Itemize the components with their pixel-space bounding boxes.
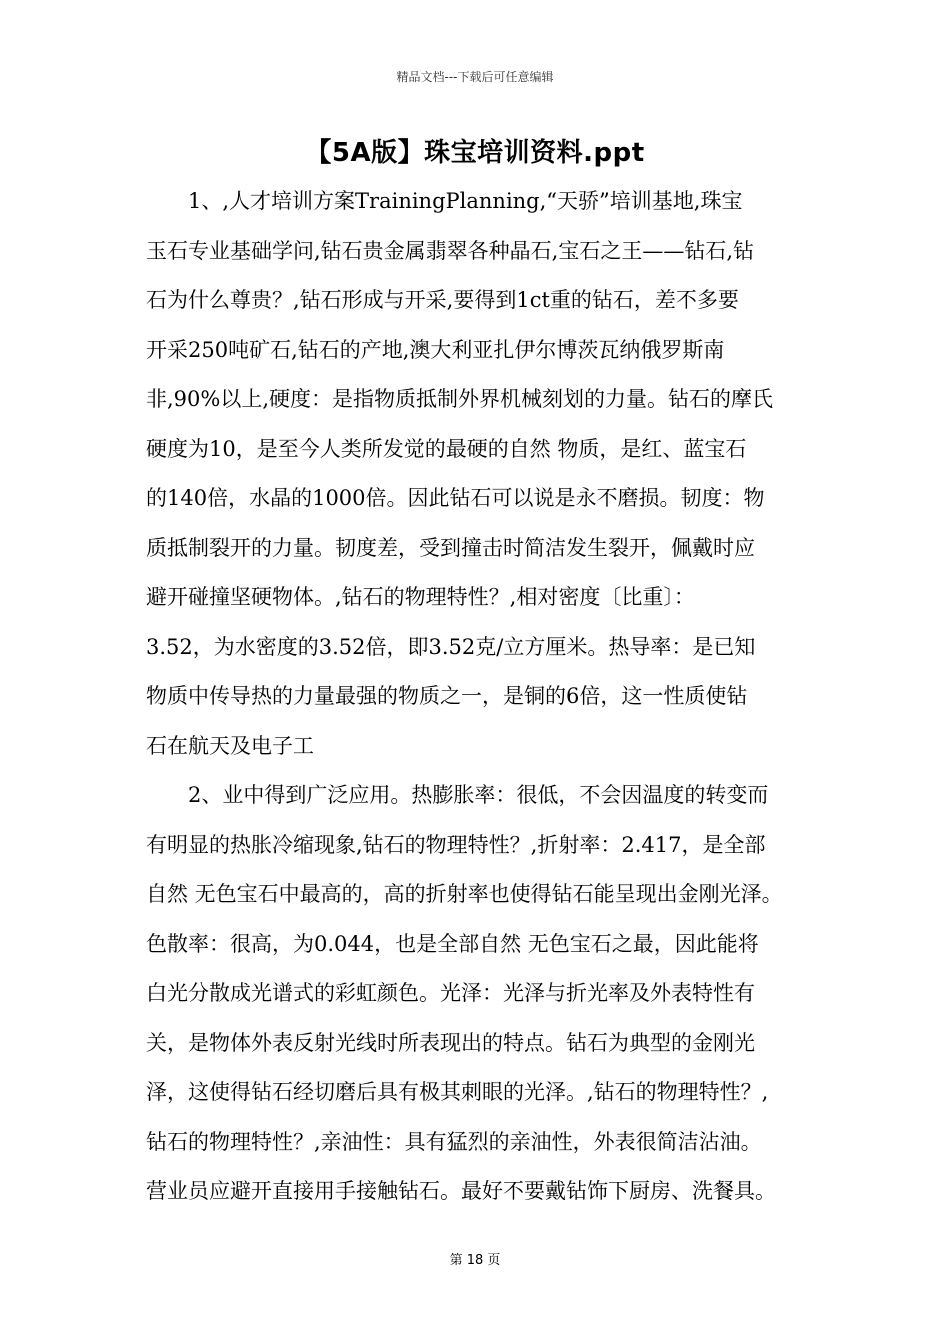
text-line: 开采250吨矿石,钻石的产地,澳大利亚扎伊尔博茨瓦纳俄罗斯南: [146, 337, 725, 362]
text-line: 玉石专业基础学问,钻石贵金属翡翠各种晶石,宝石之王——钻石,钻: [146, 238, 755, 263]
text-line: 1、,人才培训方案TrainingPlanning,“天骄”培训基地,珠宝: [188, 189, 743, 213]
text-line: 关，是物体外表反射光线时所表现出的特点。钻石为典型的金刚光: [146, 1030, 755, 1055]
text-line: 泽，这使得钻石经切磨后具有极其刺眼的光泽。,钻石的物理特性？,: [146, 1080, 769, 1104]
text-line: 石为什么尊贵？,钻石形成与开采,要得到1ct重的钻石，差不多要: [146, 288, 739, 312]
text-line: 避开碰撞坚硬物体。,钻石的物理特性？,相对密度〔比重〕：: [146, 585, 695, 609]
text-line: 钻石的物理特性？,亲油性：具有猛烈的亲油性，外表很简洁沾油。: [146, 1129, 762, 1154]
text-line: 3.52，为水密度的3.52倍，即3.52克/立方厘米。热导率：是已知: [146, 634, 756, 659]
paragraph-1: [146, 177, 818, 771]
page-number: 第 18 页: [449, 1253, 501, 1268]
document-body: [146, 177, 818, 1217]
text-line: 色散率：很高，为0.044，也是全部自然 无色宝石之最，因此能将: [146, 931, 759, 956]
paragraph-2: [146, 771, 818, 1217]
text-line: 白光分散成光谱式的彩虹颜色。光泽：光泽与折光率及外表特性有: [146, 981, 755, 1005]
text-line: 质抵制裂开的力量。韧度差，受到撞击时简洁发生裂开，佩戴时应: [146, 535, 755, 560]
text-line: 石在航天及电子工: [146, 733, 314, 758]
text-line: 物质中传导热的力量最强的物质之一，是铜的6倍，这一性质使钻: [146, 684, 748, 708]
text-line: 2、业中得到广泛应用。热膨胀率：很低，不会因温度的转变而: [188, 783, 769, 807]
text-line: 的140倍，水晶的1000倍。因此钻石可以说是永不磨损。韧度：物: [146, 486, 765, 510]
text-line: 自然 无色宝石中最高的，高的折射率也使得钻石能呈现出金刚光泽。: [146, 882, 783, 906]
text-line: 营业员应避开直接用手接触钻石。最好不要戴钻饰下厨房、洗餐具。: [146, 1179, 776, 1203]
document-title: 【5A版】珠宝培训资料.ppt: [305, 138, 645, 168]
text-line: 有明显的热胀冷缩现象,钻石的物理特性？,折射率：2.417，是全部: [146, 832, 766, 857]
page-header: 精品文档---下载后可任意编辑: [396, 70, 554, 84]
text-line: 非,90%以上,硬度：是指物质抵制外界机械刻划的力量。钻石的摩氏: [146, 387, 774, 411]
text-line: 硬度为10，是至今人类所发觉的最硬的自然 物质，是红、蓝宝石: [146, 436, 747, 461]
